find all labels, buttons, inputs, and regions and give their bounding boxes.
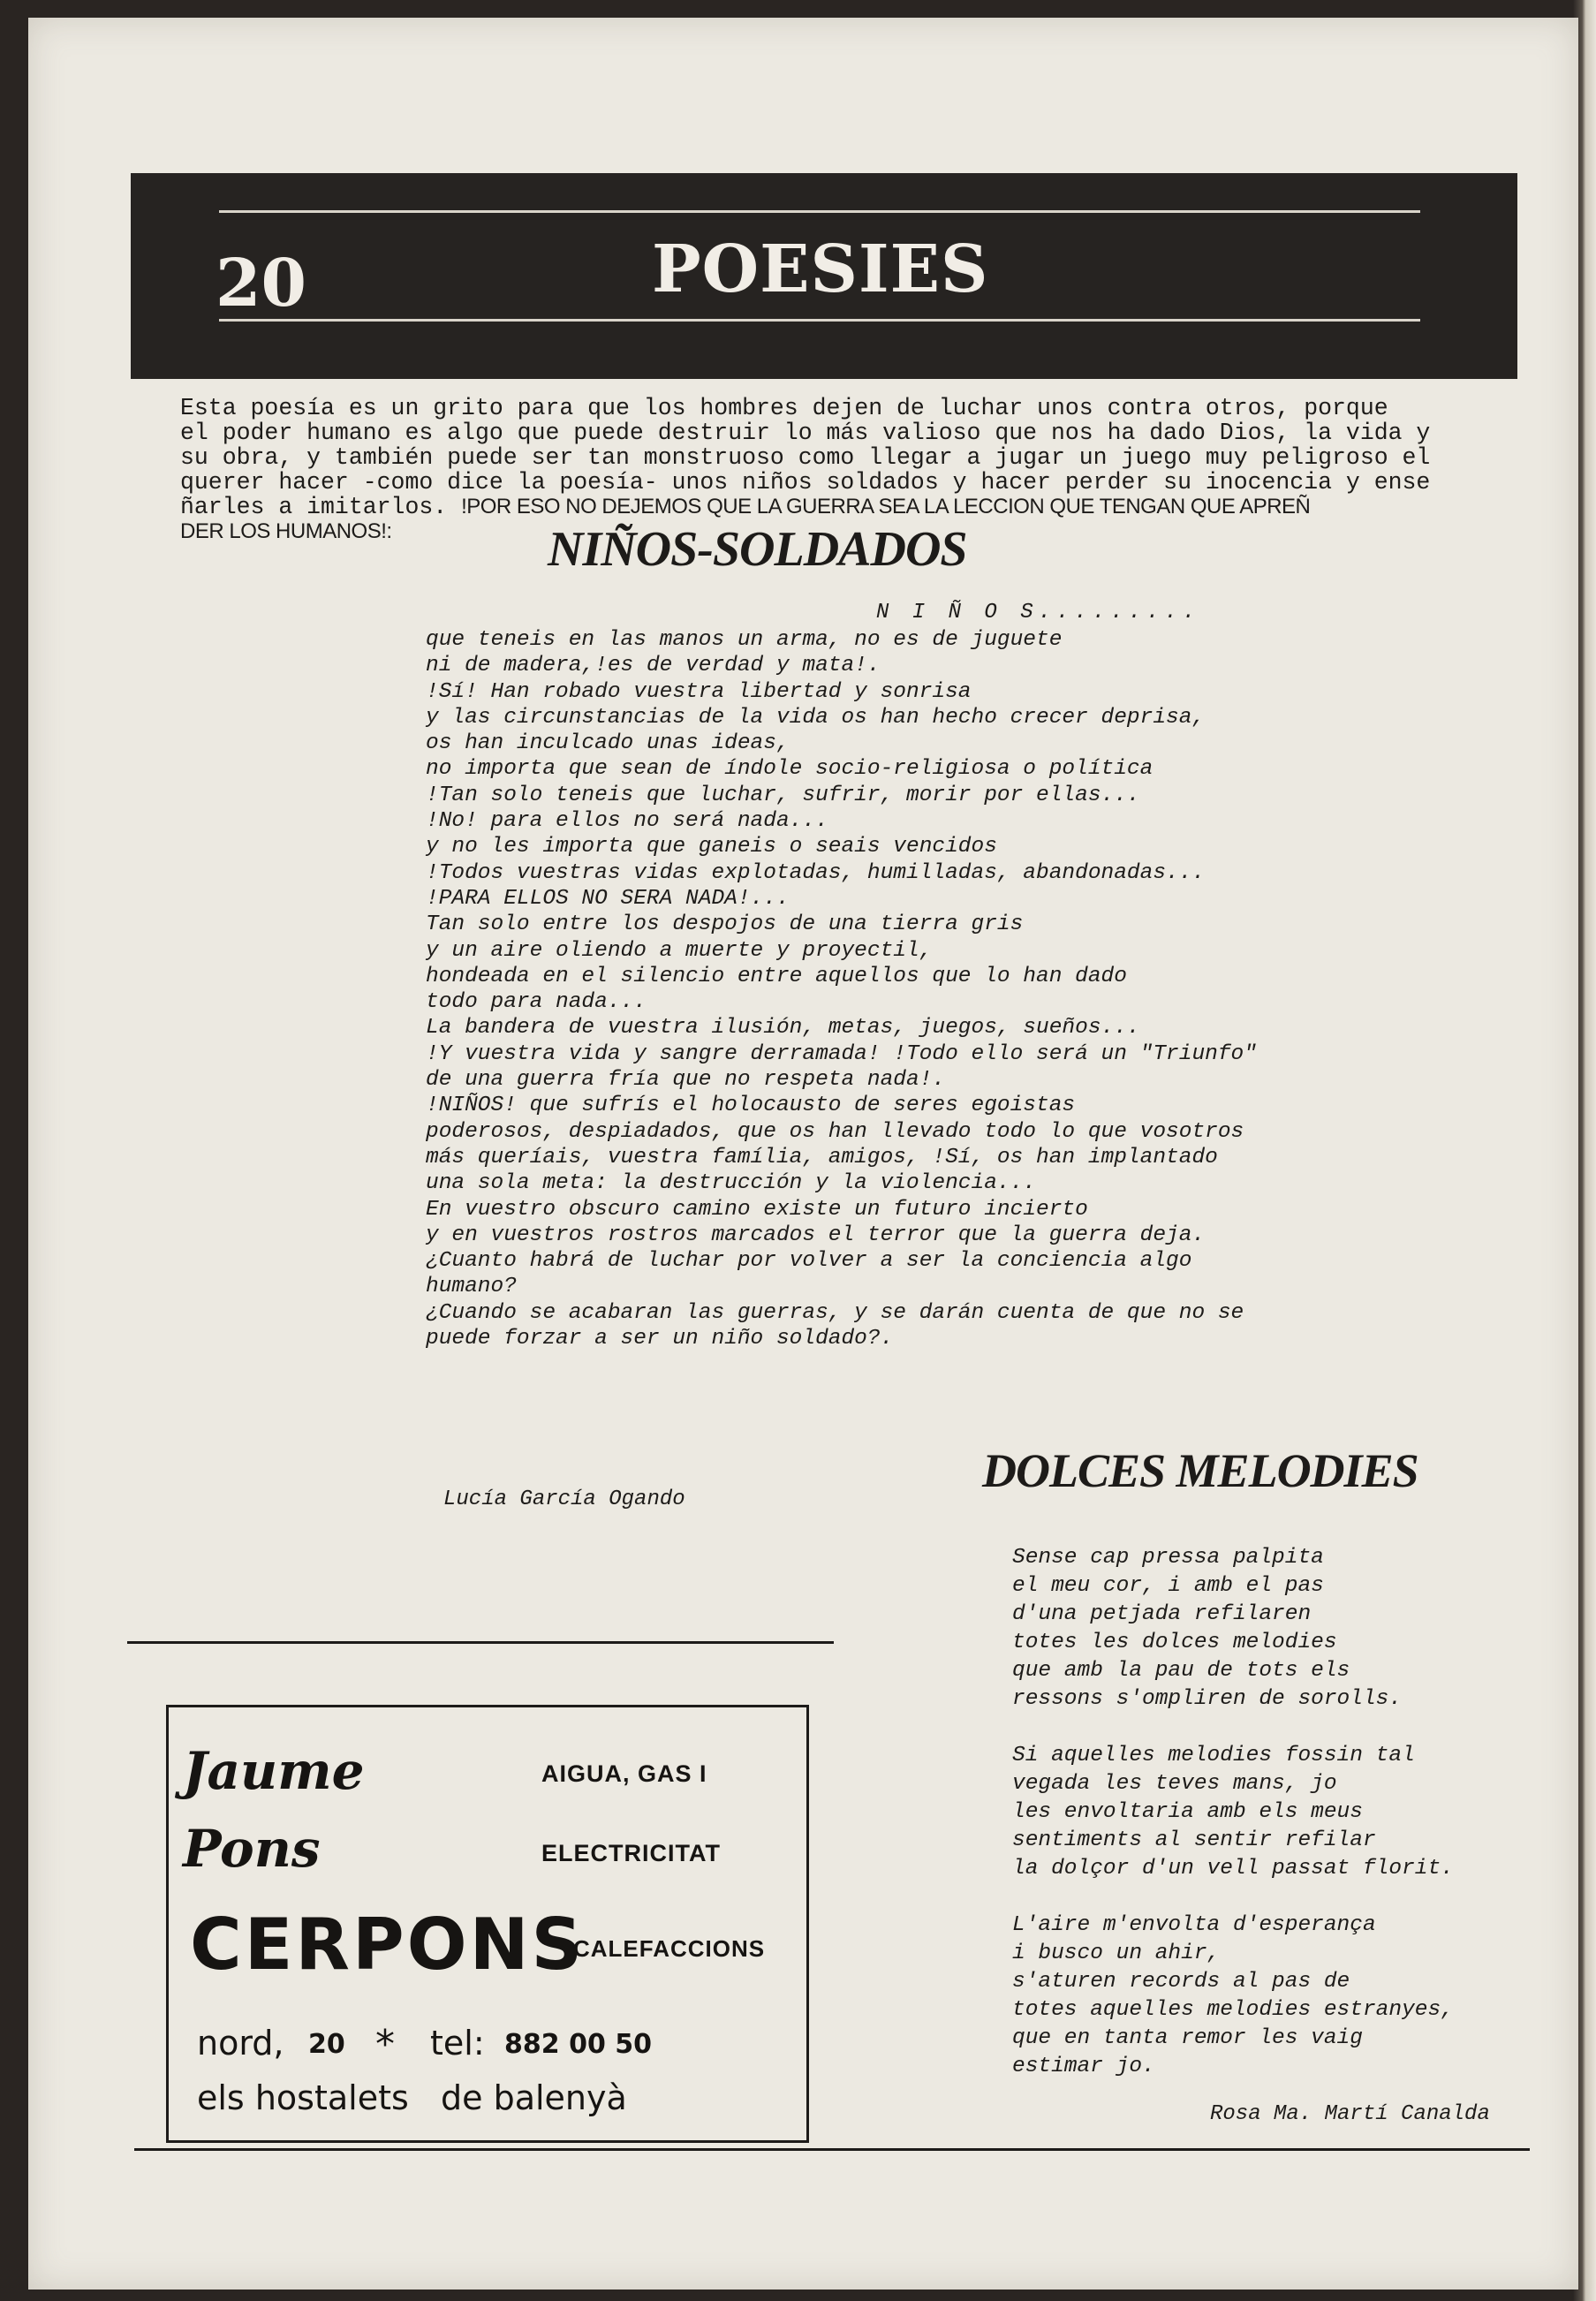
poem-line: !Tan solo teneis que luchar, sufrir, morir por ellas...: [426, 783, 1140, 807]
poem-line: y las circunstancias de la vida os han hecho crecer deprisa,: [426, 705, 1206, 730]
divider-rule-bottom: [134, 2148, 1530, 2151]
poem-line: !Y vuestra vida y sangre derramada! !Todo ello será un "Triunfo": [426, 1041, 1257, 1066]
poem-line: Si aquelles melodies fossin tal: [1012, 1744, 1415, 1767]
ad-service-electricity: ELECTRICITAT: [541, 1840, 721, 1866]
poem-line: ¿Cuanto habrá de luchar por volver a ser la conciencia algo: [426, 1249, 1192, 1274]
poem-line: !PARA ELLOS NO SERA NADA!...: [426, 886, 790, 911]
poem-line: humano?: [426, 1275, 517, 1299]
ad-phone-label: tel:: [430, 2024, 485, 2063]
poem-line: En vuestro obscuro camino existe un futuro incierto: [426, 1197, 1088, 1222]
banner-rule-bottom: [219, 319, 1420, 322]
poem-line: más queríais, vuestra família, amigos, !Sí, os han implantado: [426, 1145, 1218, 1169]
poem-line: d'una petjada refilaren: [1012, 1602, 1312, 1626]
poem-line: La bandera de vuestra ilusión, metas, juegos, sueños...: [426, 1016, 1140, 1041]
ad-town: els hostalets de balenyà: [197, 2078, 627, 2117]
poem-body-dolces-melodies: [1012, 1544, 1454, 2081]
poem-line: la dolçor d'un vell passat florit.: [1012, 1857, 1454, 1881]
ad-address-street: nord,: [197, 2024, 284, 2063]
poem-line: ¿Cuando se acabaran las guerras, y se darán cuenta de que no se: [426, 1300, 1244, 1325]
poem-line: todo para nada...: [426, 990, 647, 1015]
intro-line: querer hacer -como dice la poesía- unos niños soldados y hacer perder su inocencia y ense: [180, 469, 1431, 496]
poem-line: sentiments al sentir refilar: [1012, 1828, 1376, 1852]
poem-line: i busco un ahir,: [1012, 1941, 1221, 1965]
intro-caps-last: DER LOS HUMANOS!:: [180, 519, 392, 543]
poem-line: L'aire m'envolta d'esperança: [1012, 1913, 1376, 1937]
ad-service-water-gas: AIGUA, GAS I: [541, 1760, 707, 1787]
poem-author-ninos-soldados: Lucía García Ogando: [443, 1487, 685, 1511]
page-number: 20: [216, 246, 306, 322]
ad-brand: CERPONS: [190, 1904, 586, 1986]
ad-signature-surname: Pons: [183, 1819, 321, 1879]
poem-line: el meu cor, i amb el pas: [1012, 1574, 1324, 1598]
poem-line: Tan solo entre los despojos de una tierra gris: [426, 912, 1024, 937]
poem-line: no importa que sean de índole socio-religiosa o política: [426, 757, 1154, 782]
divider-rule-ad: [127, 1641, 834, 1644]
poem-line: que amb la pau de tots els: [1012, 1659, 1350, 1683]
magazine-page: [28, 18, 1578, 2290]
ad-phone-number: 882 00 50: [504, 2029, 653, 2060]
section-title: POESIES: [652, 231, 989, 307]
poem-line: que teneis en las manos un arma, no es de juguete: [426, 628, 1063, 652]
poem-line: !Todos vuestras vidas explotadas, humilladas, abandonadas...: [426, 860, 1206, 885]
poem-line: s'aturen records al pas de: [1012, 1970, 1350, 1994]
ad-address-number: 20: [308, 2029, 345, 2060]
poem-line: estimar jo.: [1012, 2055, 1155, 2078]
poem-title-ninos-soldados: NIÑOS-SOLDADOS: [548, 522, 967, 577]
poem-subtitle: N I Ñ O S.........: [876, 601, 1201, 624]
intro-line: su obra, y también puede ser tan monstruoso como llegar a jugar un juego muy peligroso el: [180, 444, 1431, 471]
poem-line: y un aire oliendo a muerte y proyectil,: [426, 938, 933, 963]
ad-service-heating: CALEFACCIONS: [573, 1935, 766, 1962]
poem-line: puede forzar a ser un niño soldado?.: [426, 1327, 894, 1351]
poem-author-dolces-melodies: Rosa Ma. Martí Canalda: [1210, 2102, 1490, 2126]
poem-line: poderosos, despiadados, que os han llevado todo lo que vosotros: [426, 1119, 1244, 1144]
poem-line: vegada les teves mans, jo: [1012, 1772, 1337, 1796]
intro-line: Esta poesía es un grito para que los hombres dejen de luchar unos contra otros, porque: [180, 395, 1388, 421]
poem-line: de una guerra fría que no respeta nada!.: [426, 1068, 946, 1093]
banner-rule-top: [219, 210, 1420, 213]
poem-line: ni de madera,!es de verdad y mata!.: [426, 654, 881, 678]
intro-line: el poder humano es algo que puede destruir lo más valioso que nos ha dado Dios, la vida y: [180, 420, 1431, 446]
poem-line: !Sí! Han robado vuestra libertad y sonrisa: [426, 679, 972, 704]
poem-title-dolces-melodies: DOLCES MELODIES: [982, 1444, 1418, 1497]
poem-line: totes les dolces melodies: [1012, 1631, 1337, 1654]
ad-signature-name: Jaume: [183, 1741, 365, 1801]
poem-line: una sola meta: la destrucción y la violencia...: [426, 1171, 1037, 1196]
poem-line: hondeada en el silencio entre aquellos que lo han dado: [426, 964, 1127, 988]
poem-line: les envoltaria amb els meus: [1012, 1800, 1363, 1824]
section-banner: [131, 173, 1517, 379]
poem-line: ressons s'ompliren de sorolls.: [1012, 1687, 1403, 1711]
poem-line: que en tanta remor les vaig: [1012, 2026, 1363, 2050]
poem-line: Sense cap pressa palpita: [1012, 1546, 1324, 1570]
star-icon: *: [375, 2022, 395, 2067]
poem-line: totes aquelles melodies estranyes,: [1012, 1998, 1454, 2022]
poem-body-ninos-soldados: [426, 627, 1257, 1351]
advertisement-cerpons: [166, 1705, 809, 2143]
intro-line: ñarles a imitarlos.: [180, 494, 462, 520]
intro-caps: !POR ESO NO DEJEMOS QUE LA GUERRA SEA LA LECCION QUE TENGAN QUE APREÑ: [461, 495, 1311, 518]
poem-line: !No! para ellos no será nada...: [426, 809, 828, 834]
poem-line: os han inculcado unas ideas,: [426, 731, 790, 756]
poem-line: y no les importa que ganeis o seais vencidos: [426, 835, 997, 859]
poem-line: !NIÑOS! que sufrís el holocausto de seres egoistas: [426, 1094, 1076, 1118]
poem-line: y en vuestros rostros marcados el terror que la guerra deja.: [426, 1222, 1206, 1247]
